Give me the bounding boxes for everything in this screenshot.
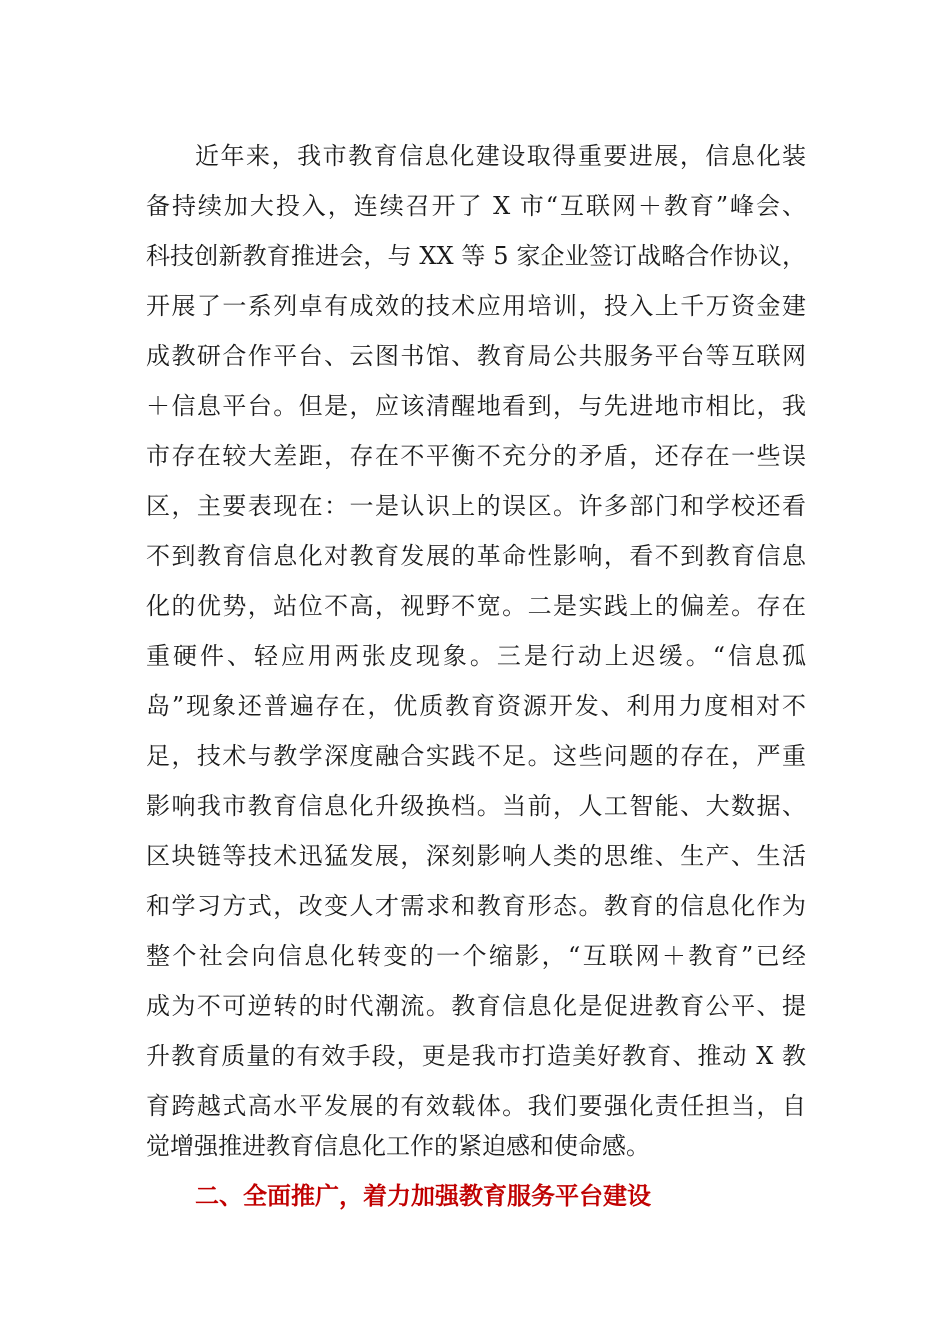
paragraph-line: 近年来，我市教育信息化建设取得重要进展，信息化装	[195, 142, 806, 170]
paragraph-line: 成教研合作平台、云图书馆、教育局公共服务平台等互联网	[146, 342, 806, 370]
paragraph-line: 升教育质量的有效手段，更是我市打造美好教育、推动 X 教	[146, 1042, 806, 1070]
paragraph-line: 科技创新教育推进会，与 XX 等 5 家企业签订战略合作协议，	[146, 242, 806, 270]
paragraph-line: 化的优势，站位不高，视野不宽。二是实践上的偏差。存在	[146, 592, 806, 620]
paragraph-line: 岛”现象还普遍存在，优质教育资源开发、利用力度相对不	[146, 692, 806, 720]
section-heading: 二、全面推广，着力加强教育服务平台建设	[195, 1182, 651, 1210]
paragraph-line-last: 觉增强推进教育信息化工作的紧迫感和使命感。	[146, 1132, 650, 1160]
paragraph-line: 区，主要表现在：一是认识上的误区。许多部门和学校还看	[146, 492, 806, 520]
paragraph-line: 备持续加大投入，连续召开了 X 市“互联网＋教育”峰会、	[146, 192, 806, 220]
paragraph-line: 影响我市教育信息化升级换档。当前，人工智能、大数据、	[146, 792, 806, 820]
paragraph-line: 重硬件、轻应用两张皮现象。三是行动上迟缓。“信息孤	[146, 642, 806, 670]
paragraph-line: 区块链等技术迅猛发展，深刻影响人类的思维、生产、生活	[146, 842, 806, 870]
paragraph-line: 市存在较大差距，存在不平衡不充分的矛盾，还存在一些误	[146, 442, 806, 470]
paragraph-line: 不到教育信息化对教育发展的革命性影响，看不到教育信息	[146, 542, 806, 570]
paragraph-line: 和学习方式，改变人才需求和教育形态。教育的信息化作为	[146, 892, 806, 920]
paragraph-line: 育跨越式高水平发展的有效载体。我们要强化责任担当，自	[146, 1092, 806, 1120]
paragraph-line: 整个社会向信息化转变的一个缩影，“互联网＋教育”已经	[146, 942, 806, 970]
paragraph-line: ＋信息平台。但是，应该清醒地看到，与先进地市相比，我	[146, 392, 806, 420]
paragraph-line: 成为不可逆转的时代潮流。教育信息化是促进教育公平、提	[146, 992, 806, 1020]
paragraph-line: 足，技术与教学深度融合实践不足。这些问题的存在，严重	[146, 742, 806, 770]
paragraph-line: 开展了一系列卓有成效的技术应用培训，投入上千万资金建	[146, 292, 806, 320]
